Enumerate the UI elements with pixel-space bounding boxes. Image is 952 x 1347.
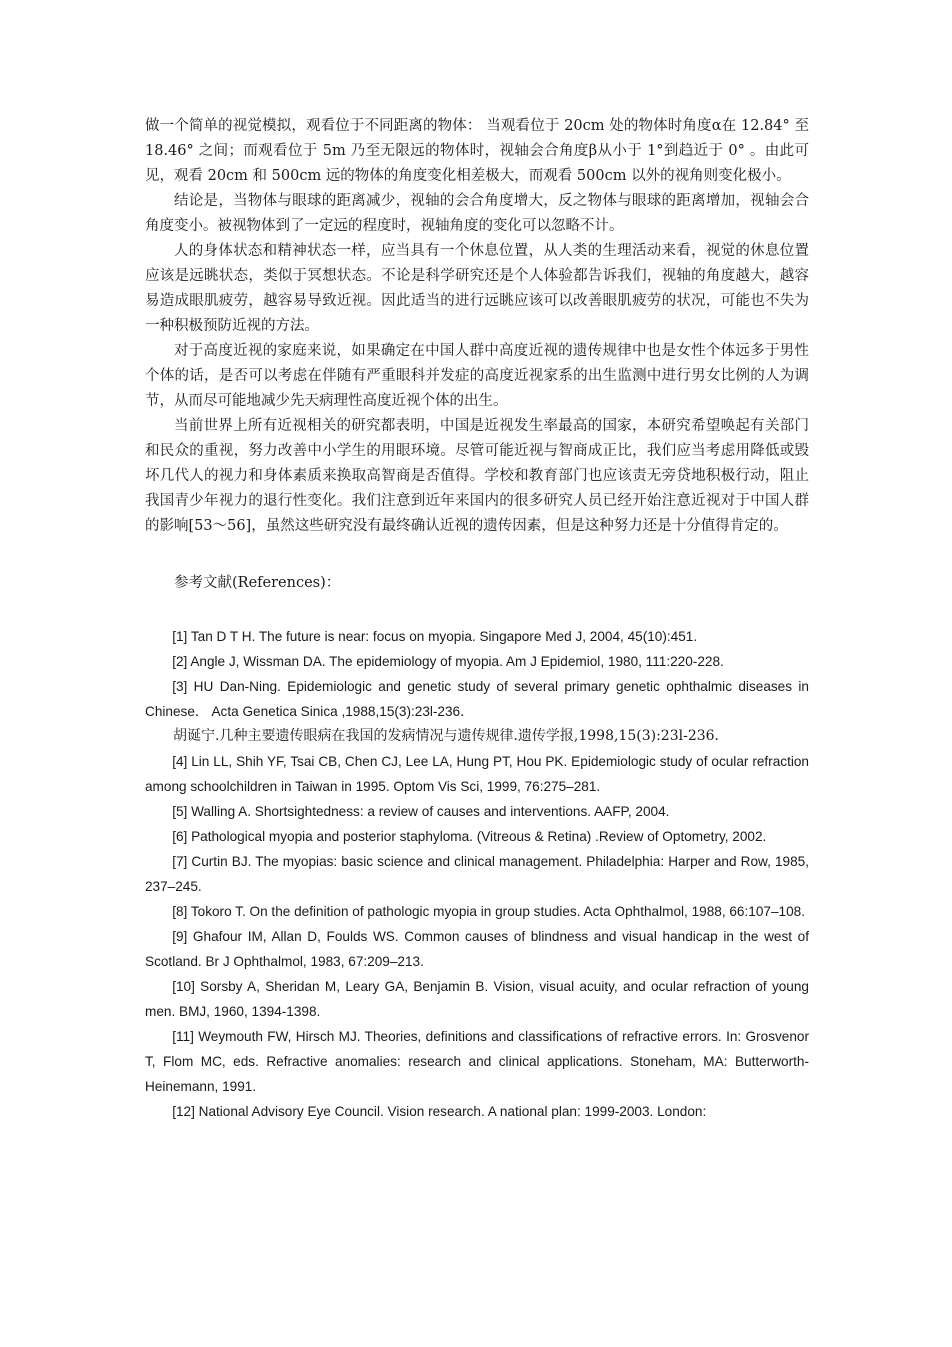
reference-item: [5] Walling A. Shortsightedness: a review of causes and interventions. AAFP, 2004.: [172, 804, 670, 819]
reference-item: [10] Sorsby A, Sheridan M, Leary GA, Benjamin B. Vision, visual acuity, and ocular refraction of young men. BMJ, 1960, 1394-1398.: [145, 979, 809, 1019]
reference-item: [12] National Advisory Eye Council. Vision research. A national plan: 1999-2003. London:: [172, 1104, 707, 1119]
reference-item: [4] Lin LL, Shih YF, Tsai CB, Chen CJ, Lee LA, Hung PT, Hou PK. Epidemiologic study of ocular refraction among schoolchildren in Taiwan in 1995. Optom Vis Sci, 1999, 76:275–281.: [145, 754, 809, 794]
reference-list: [145, 624, 809, 1124]
reference-item: [8] Tokoro T. On the definition of pathologic myopia in group studies. Acta Ophthalmol, 1988, 66:107–108.: [172, 904, 805, 919]
reference-item: [1] Tan D T H. The future is near: focus on myopia. Singapore Med J, 2004, 45(10):451.: [172, 629, 698, 644]
body-paragraph-2: 结论是，当物体与眼球的距离减少，视轴的会合角度增大，反之物体与眼球的距离增加，视轴会合角度变小。被视物体到了一定远的程度时，视轴角度的变化可以忽略不计。: [145, 193, 809, 234]
body-paragraph-4: 对于高度近视的家庭来说，如果确定在中国人群中高度近视的遗传规律中也是女性个体远多于男性个体的话，是否可以考虑在伴随有严重眼科并发症的高度近视家系的出生监测中进行男女比例的人为调节，从而尽可能地减少先天病理性高度近视个体的出生。: [145, 343, 809, 409]
reference-item: [2] Angle J, Wissman DA. The epidemiology of myopia. Am J Epidemiol, 1980, 111:220-228.: [172, 654, 724, 669]
reference-item: [11] Weymouth FW, Hirsch MJ. Theories, definitions and classifications of refractive errors. In: Grosvenor T, Flom MC, eds. Refractive anomalies: research and clinical applications. Stoneham, MA: Butterworth-Heinemann, 1991.: [145, 1029, 809, 1094]
reference-item-chinese: 胡诞宁.几种主要遗传眼病在我国的发病情况与遗传规律.遗传学报,1998,15(3):23l-236．: [173, 728, 729, 744]
body-paragraph-1: 做一个简单的视觉模拟，观看位于不同距离的物体： 当观看位于 20cm 处的物体时角度α在 12.84° 至 18.46° 之间；而观看位于 5m 乃至无限远的物体时，视轴会合角度β从小于 1°到趋近于 0° 。由此可见，观看 20cm 和 500cm 远的物体的角度变化相差极大，而观看 500cm 以外的视角则变化极小。: [145, 118, 809, 184]
reference-item: [7] Curtin BJ. The myopias: basic science and clinical management. Philadelphia: Harper and Row, 1985, 237–245.: [145, 854, 809, 894]
document-page: [145, 114, 809, 1124]
body-paragraph-3: 人的身体状态和精神状态一样，应当具有一个休息位置，从人类的生理活动来看，视觉的休息位置应该是远眺状态，类似于冥想状态。不论是科学研究还是个人体验都告诉我们，视轴的角度越大，越容易造成眼肌疲劳，越容易导致近视。因此适当的进行远眺应该可以改善眼肌疲劳的状况，可能也不失为一种积极预防近视的方法。: [145, 243, 809, 334]
references-heading: 参考文献(References)：: [174, 575, 341, 591]
reference-item: [6] Pathological myopia and posterior staphyloma. (Vitreous & Retina) .Review of Optometry, 2002.: [172, 829, 767, 844]
body-paragraph-5: 当前世界上所有近视相关的研究都表明，中国是近视发生率最高的国家，本研究希望唤起有关部门和民众的重视，努力改善中小学生的用眼环境。尽管可能近视与智商成正比，我们应当考虑用降低或毁坏几代人的视力和身体素质来换取高智商是否值得。学校和教育部门也应该责无旁贷地积极行动，阻止我国青少年视力的退行性变化。我们注意到近年来国内的很多研究人员已经开始注意近视对于中国人群的影响[53～56]，虽然这些研究没有最终确认近视的遗传因素，但是这种努力还是十分值得肯定的。: [145, 418, 809, 534]
reference-item: [3] HU Dan-Ning. Epidemiologic and genetic study of several primary genetic ophthalmic diseases in Chinese． Acta Genetica Sinica ,1988,15(3):23l-236．: [145, 679, 809, 719]
reference-item: [9] Ghafour IM, Allan D, Foulds WS. Common causes of blindness and visual handicap in the west of Scotland. Br J Ophthalmol, 1983, 67:209–213.: [145, 929, 809, 969]
